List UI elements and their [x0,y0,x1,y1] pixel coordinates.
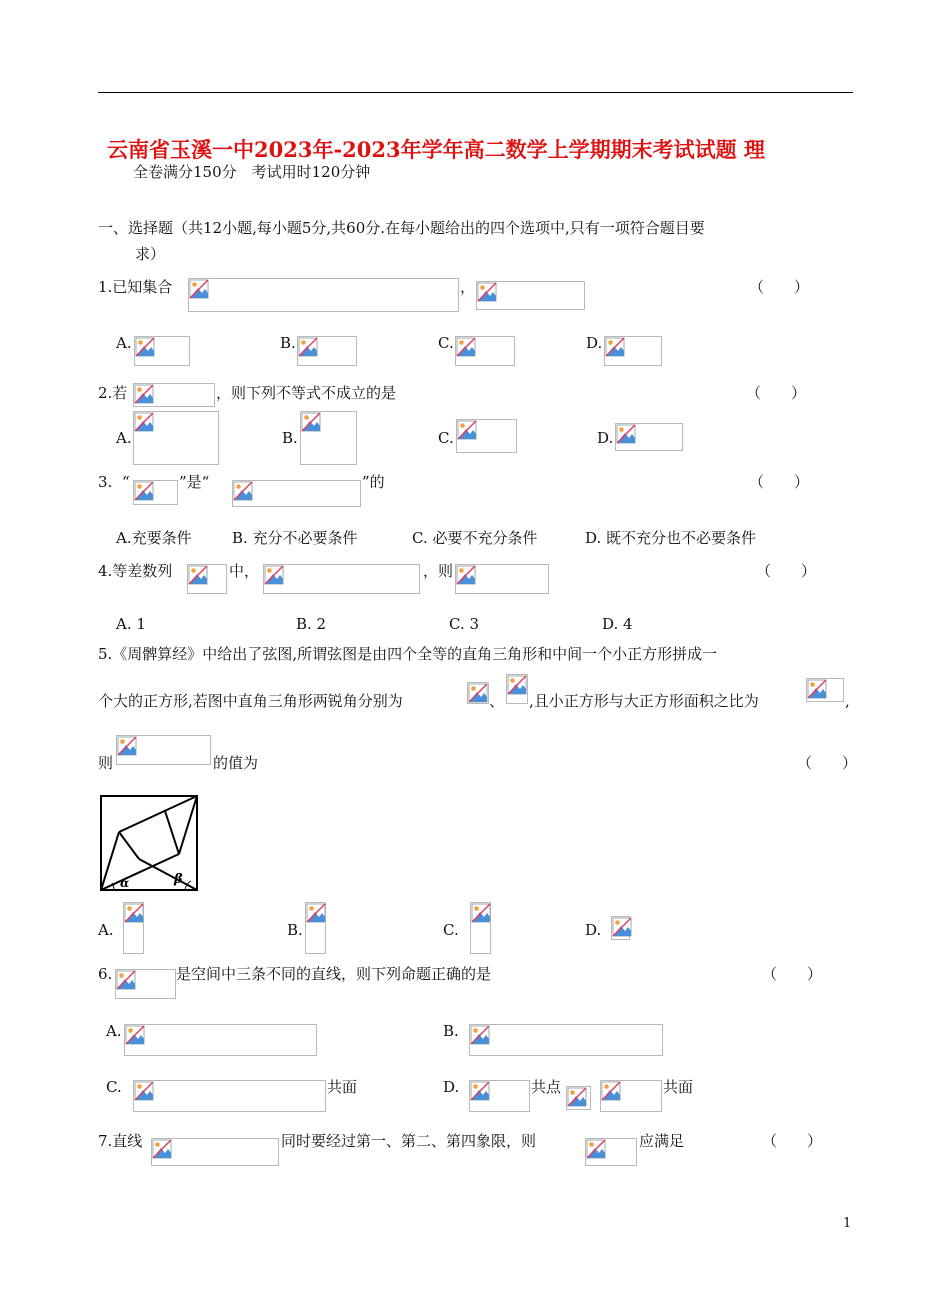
q4-option-d: D. 4 [602,615,633,633]
q3-option-d: D. 既不充分也不必要条件 [585,529,757,547]
exam-info: 全卷满分150分 考试用时120分钟 [133,163,371,181]
formula-image [232,480,361,507]
broken-image-icon [470,1081,490,1101]
broken-image-icon [116,970,136,990]
broken-image-icon [586,1139,606,1159]
q7-stem: 7.直线 [98,1132,143,1150]
broken-image-icon [125,1025,145,1045]
formula-image [263,564,420,594]
page-title: 云南省玉溪一中2023年-2023年学年高二数学上学期期末考试试题 理 [107,137,765,162]
formula-image [133,411,219,465]
broken-image-icon [456,337,476,357]
formula-image [806,678,844,702]
broken-image-icon [807,679,827,699]
beta-label: β [174,872,183,887]
broken-image-icon [470,1025,490,1045]
q3-answer-paren: （ ） [749,473,810,491]
broken-image-icon [612,917,632,937]
q5-line2b: ,且小正方形与大正方形面积之比为 [529,692,759,710]
q6-option-d-mid: 共点 [531,1078,562,1096]
q1-option-c: C. [438,334,454,352]
broken-image-icon [298,337,318,357]
formula-image [469,1080,530,1112]
section-heading-cont: 求） [135,245,166,263]
page-number: 1 [843,1216,852,1231]
q1-option-b: B. [280,334,296,352]
q3-option-b: B. 充分不必要条件 [232,529,358,547]
q6-option-d: D. [443,1078,460,1096]
q2-option-a: A. [116,429,132,447]
q5-answer-paren: （ ） [797,754,858,772]
q7-tail: 应满足 [639,1132,685,1150]
broken-image-icon [468,683,488,703]
q3-option-a: A.充要条件 [116,529,192,547]
q2-option-d: D. [597,429,614,447]
q1-option-a: A. [116,334,132,352]
formula-image [188,278,459,312]
formula-image [604,336,662,366]
broken-image-icon [601,1081,621,1101]
q4-stem: 4.等差数列 [98,562,173,580]
formula-image [611,916,630,940]
formula-image [615,423,683,451]
pythagoras-figure [100,795,198,891]
formula-image [585,1138,637,1166]
q2-answer-paren: （ ） [746,384,807,402]
broken-image-icon [134,481,154,501]
q7-mid: 同时要经过第一、第二、第四象限，则 [281,1132,537,1150]
formula-image [151,1138,279,1166]
q3-connector: ”是“ [179,473,210,491]
header-rule [98,92,853,93]
q5-option-d: D. [585,921,602,939]
broken-image-icon [507,675,527,695]
formula-image [133,1080,326,1112]
formula-image [467,682,489,704]
formula-image [115,969,176,999]
q3-open-quote: “ [122,473,130,491]
formula-image [133,480,178,505]
formula-image [600,1080,662,1112]
broken-image-icon [134,1081,154,1101]
q1-answer-paren: （ ） [749,278,810,296]
q4-option-a: A. 1 [116,615,146,633]
broken-image-icon [124,903,144,923]
q6-answer-paren: （ ） [762,965,823,983]
broken-image-icon [567,1087,587,1107]
q2-option-b: B. [282,429,298,447]
broken-image-icon [134,384,154,404]
q4-mid: 中， [229,562,260,580]
q2-stem: 2.若 [98,384,128,402]
q5-option-a: A. [98,921,114,939]
q2-option-c: C. [438,429,454,447]
q4-answer-paren: （ ） [756,562,817,580]
q6-option-a: A. [106,1022,122,1040]
formula-image [134,336,190,366]
formula-image [116,735,211,765]
q6-option-c-tail: 共面 [327,1078,358,1096]
q1-stem: 1.已知集合 [98,278,173,296]
broken-image-icon [152,1139,172,1159]
formula-image [470,902,491,954]
formula-image [305,902,326,954]
q3-num: 3. [98,473,113,491]
broken-image-icon [134,412,154,432]
q4-option-b: B. 2 [296,615,327,633]
section-heading: 一、选择题（共12小题,每小题5分,共60分.在每小题给出的四个选项中,只有一项符合题目要 [98,219,705,237]
q5-line2a: 个大的正方形,若图中直角三角形两锐角分别为 [98,692,403,710]
q6-option-c: C. [106,1078,122,1096]
q5-line1: 5.《周髀算经》中给出了弦图,所谓弦图是由四个全等的直角三角形和中间一个小正方形拼成一 [98,645,718,663]
broken-image-icon [477,282,497,302]
broken-image-icon [233,481,253,501]
q6-option-d-tail: 共面 [663,1078,694,1096]
q5-sep: 、 [489,692,505,710]
q4-tail: ，则 [423,562,454,580]
q7-answer-paren: （ ） [762,1132,823,1150]
q5-line2c: , [845,692,850,710]
q1-comma: ， [460,278,476,296]
formula-image [469,1024,663,1056]
broken-image-icon [605,337,625,357]
formula-image [476,281,585,310]
broken-image-icon [264,565,284,585]
formula-image [566,1086,591,1110]
q4-option-c: C. 3 [449,615,480,633]
q3-option-c: C. 必要不充分条件 [412,529,538,547]
q5-option-b: B. [287,921,303,939]
formula-image [300,411,357,465]
q1-option-d: D. [586,334,603,352]
formula-image [456,419,517,453]
broken-image-icon [306,903,326,923]
formula-image [297,336,357,366]
broken-image-icon [456,565,476,585]
q5-option-c: C. [443,921,459,939]
formula-image [455,564,549,594]
broken-image-icon [301,412,321,432]
broken-image-icon [135,337,155,357]
q2-rest: ，则下列不等式不成立的是 [216,384,397,402]
formula-image [123,902,144,954]
formula-image [133,383,215,407]
formula-image [187,564,227,594]
broken-image-icon [117,736,137,756]
formula-image [455,336,515,366]
q6-stem: 是空间中三条不同的直线，则下列命题正确的是 [176,965,492,983]
q5-line3a: 则 [98,754,114,772]
q6-option-b: B. [443,1022,459,1040]
formula-image [506,674,528,704]
formula-image [124,1024,317,1056]
broken-image-icon [616,424,636,444]
q5-line3b: 的值为 [213,754,259,772]
alpha-label: α [120,876,130,890]
q6-num: 6. [98,965,113,983]
broken-image-icon [457,420,477,440]
broken-image-icon [189,279,209,299]
q3-tail: ”的 [362,473,385,491]
broken-image-icon [471,903,491,923]
broken-image-icon [188,565,208,585]
